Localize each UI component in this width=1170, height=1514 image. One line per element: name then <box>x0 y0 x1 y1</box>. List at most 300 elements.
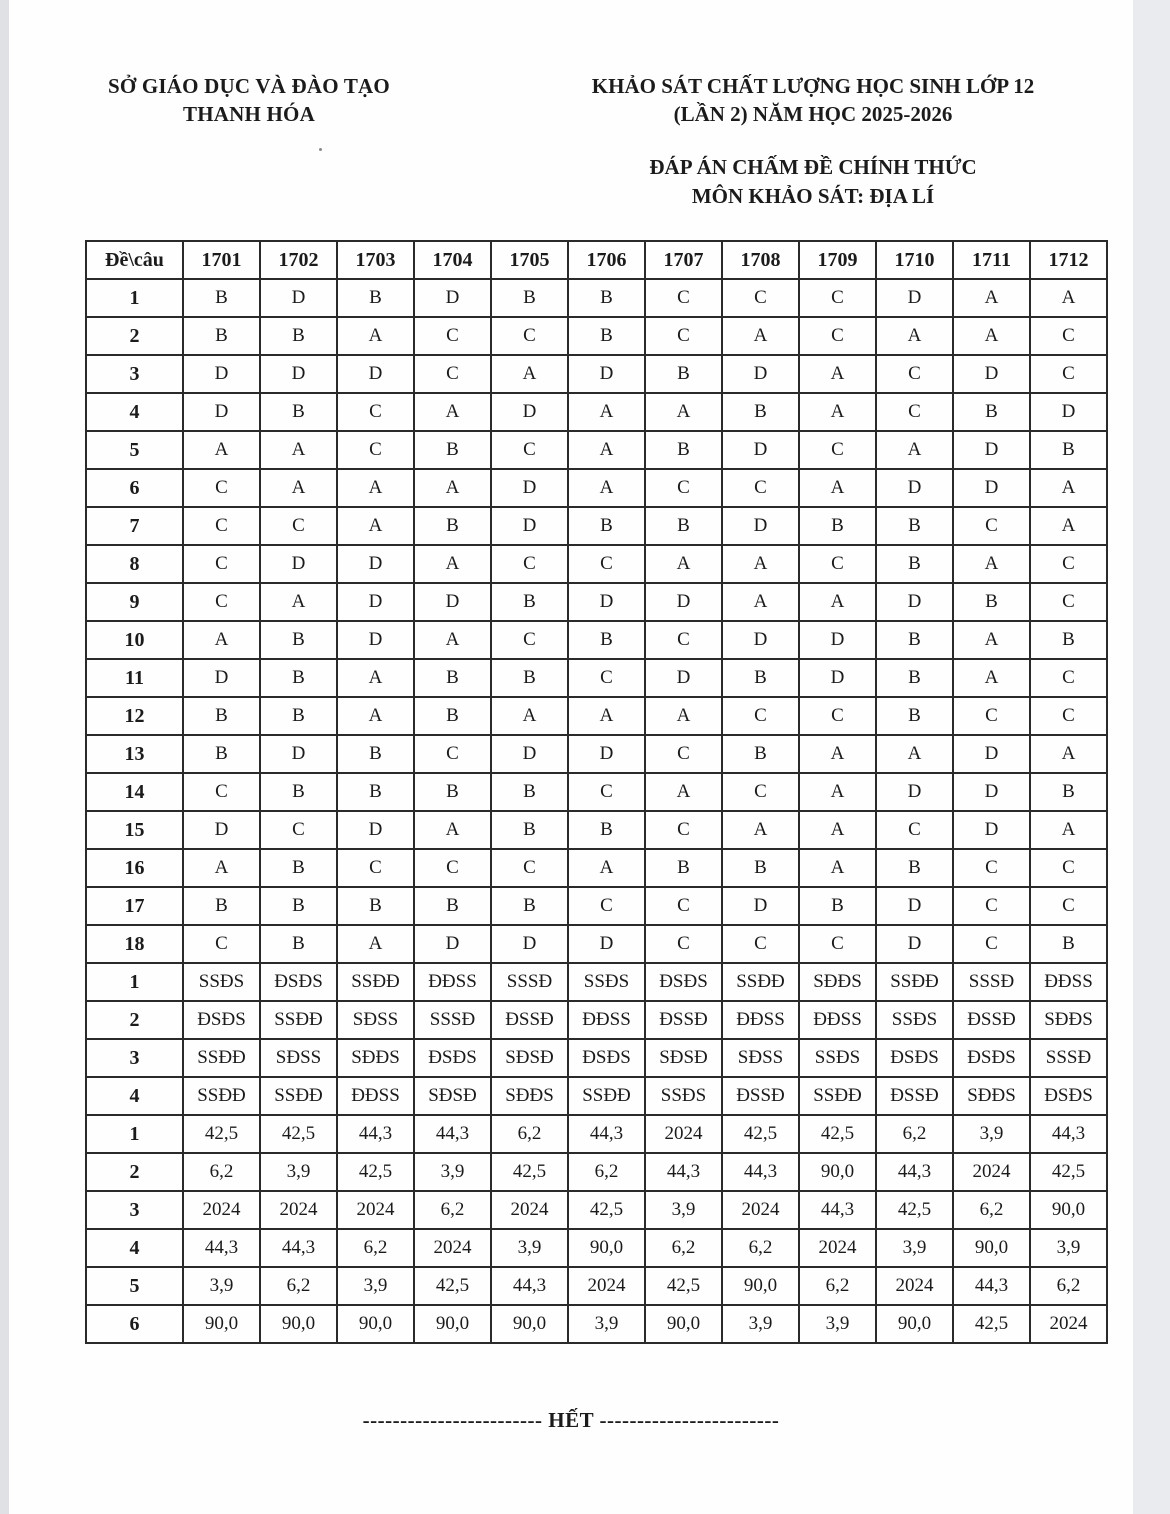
table-row-multiple-choice <box>86 469 1107 507</box>
answer-cell: B <box>260 773 337 811</box>
answer-cell: B <box>183 317 260 355</box>
answer-cell: A <box>645 773 722 811</box>
answer-cell: A <box>645 393 722 431</box>
table-row-true-false <box>86 1039 1107 1077</box>
answer-cell: B <box>260 925 337 963</box>
answer-cell: C <box>183 583 260 621</box>
answer-cell: D <box>568 925 645 963</box>
answer-cell: SSĐĐ <box>260 1077 337 1115</box>
org-name-line2: THANH HÓA <box>183 102 315 127</box>
answer-cell: A <box>953 545 1030 583</box>
answer-cell: B <box>260 659 337 697</box>
answer-cell: SSSĐ <box>953 963 1030 1001</box>
answer-cell: 44,3 <box>183 1229 260 1267</box>
answer-cell: C <box>645 279 722 317</box>
answer-cell: 44,3 <box>876 1153 953 1191</box>
answer-cell: A <box>1030 735 1107 773</box>
answer-cell: B <box>722 659 799 697</box>
answer-cell: A <box>414 469 491 507</box>
answer-cell: D <box>876 925 953 963</box>
question-number: 17 <box>86 887 183 925</box>
answer-cell: ĐSĐS <box>645 963 722 1001</box>
answer-cell: C <box>953 697 1030 735</box>
answer-cell: A <box>568 697 645 735</box>
answer-cell: 3,9 <box>1030 1229 1107 1267</box>
answer-cell: 42,5 <box>876 1191 953 1229</box>
exam-code-header: 1706 <box>568 241 645 279</box>
answer-cell: A <box>799 849 876 887</box>
answer-cell: A <box>568 431 645 469</box>
answer-cell: 6,2 <box>876 1115 953 1153</box>
answer-cell: B <box>491 583 568 621</box>
answer-cell: C <box>491 317 568 355</box>
answer-cell: B <box>414 431 491 469</box>
question-number: 7 <box>86 507 183 545</box>
answer-cell: A <box>260 583 337 621</box>
answer-cell: 90,0 <box>183 1305 260 1343</box>
answer-cell: B <box>876 507 953 545</box>
answer-cell: 90,0 <box>1030 1191 1107 1229</box>
answer-cell: C <box>645 317 722 355</box>
answer-cell: D <box>953 469 1030 507</box>
answer-cell: C <box>953 925 1030 963</box>
answer-cell: B <box>414 697 491 735</box>
answer-cell: SSĐĐ <box>876 963 953 1001</box>
answer-cell: A <box>183 431 260 469</box>
answer-cell: 90,0 <box>491 1305 568 1343</box>
answer-cell: A <box>1030 811 1107 849</box>
answer-cell: 6,2 <box>183 1153 260 1191</box>
answer-cell: B <box>414 887 491 925</box>
answer-cell: 90,0 <box>876 1305 953 1343</box>
exam-code-header: 1712 <box>1030 241 1107 279</box>
answer-cell: C <box>799 697 876 735</box>
answer-cell: D <box>337 621 414 659</box>
answer-cell: 42,5 <box>645 1267 722 1305</box>
answer-cell: A <box>799 773 876 811</box>
answer-cell: A <box>876 735 953 773</box>
answer-cell: ĐĐSS <box>337 1077 414 1115</box>
answer-cell: 2024 <box>183 1191 260 1229</box>
question-number: 16 <box>86 849 183 887</box>
answer-cell: C <box>260 507 337 545</box>
answer-cell: C <box>799 925 876 963</box>
answer-cell: C <box>953 887 1030 925</box>
answer-cell: A <box>183 849 260 887</box>
answer-cell: B <box>491 279 568 317</box>
answer-cell: B <box>491 659 568 697</box>
answer-cell: A <box>722 545 799 583</box>
answer-cell: C <box>953 849 1030 887</box>
answer-cell: A <box>1030 507 1107 545</box>
answer-cell: 90,0 <box>722 1267 799 1305</box>
answer-cell: D <box>491 469 568 507</box>
answer-cell: D <box>491 393 568 431</box>
answer-cell: D <box>876 279 953 317</box>
answer-cell: ĐSĐS <box>260 963 337 1001</box>
answer-cell: D <box>337 811 414 849</box>
answer-cell: ĐĐSS <box>799 1001 876 1039</box>
answer-cell: D <box>337 355 414 393</box>
answer-cell: 90,0 <box>953 1229 1030 1267</box>
answer-cell: ĐSSĐ <box>645 1001 722 1039</box>
scan-edge-right <box>1132 0 1170 1514</box>
answer-cell: C <box>414 317 491 355</box>
answer-cell: 3,9 <box>491 1229 568 1267</box>
question-number: 1 <box>86 279 183 317</box>
answer-cell: SSĐĐ <box>183 1039 260 1077</box>
answer-cell: B <box>953 583 1030 621</box>
exam-code-header: 1704 <box>414 241 491 279</box>
answer-cell: A <box>876 431 953 469</box>
answer-cell: D <box>953 431 1030 469</box>
answer-cell: C <box>722 697 799 735</box>
answer-cell: 6,2 <box>337 1229 414 1267</box>
answer-cell: B <box>491 773 568 811</box>
answer-cell: D <box>260 279 337 317</box>
answer-cell: 42,5 <box>183 1115 260 1153</box>
answer-cell: D <box>722 431 799 469</box>
table-row-multiple-choice <box>86 697 1107 735</box>
issuing-org <box>79 72 419 211</box>
answer-cell: D <box>645 659 722 697</box>
answer-cell: B <box>183 279 260 317</box>
table-row-multiple-choice <box>86 279 1107 317</box>
answer-cell: C <box>1030 317 1107 355</box>
answer-cell: 2024 <box>491 1191 568 1229</box>
answer-cell: A <box>337 925 414 963</box>
question-number: 11 <box>86 659 183 697</box>
answer-cell: B <box>1030 431 1107 469</box>
answer-cell: 3,9 <box>799 1305 876 1343</box>
table-row-multiple-choice <box>86 317 1107 355</box>
answer-cell: D <box>183 811 260 849</box>
answer-cell: A <box>568 469 645 507</box>
answer-cell: A <box>645 697 722 735</box>
answer-cell: B <box>722 849 799 887</box>
answer-cell: C <box>1030 545 1107 583</box>
answer-cell: D <box>1030 393 1107 431</box>
answer-table <box>85 240 1108 1344</box>
answer-cell: SĐĐS <box>953 1077 1030 1115</box>
question-number: 6 <box>86 1305 183 1343</box>
document-header <box>9 0 1133 211</box>
answer-cell: D <box>337 545 414 583</box>
answer-cell: C <box>645 925 722 963</box>
scan-edge-left <box>0 0 9 1514</box>
answer-cell: C <box>183 507 260 545</box>
answer-cell: B <box>568 279 645 317</box>
answer-cell: B <box>645 849 722 887</box>
answer-cell: A <box>799 583 876 621</box>
answer-cell: A <box>260 431 337 469</box>
answer-cell: A <box>645 545 722 583</box>
answer-cell: 42,5 <box>1030 1153 1107 1191</box>
scan-artifact-dot <box>319 148 322 151</box>
table-header-row <box>86 241 1107 279</box>
answer-cell: ĐSĐS <box>414 1039 491 1077</box>
question-number: 15 <box>86 811 183 849</box>
answer-cell: B <box>876 849 953 887</box>
answer-cell: B <box>1030 773 1107 811</box>
table-row-multiple-choice <box>86 659 1107 697</box>
answer-cell: A <box>799 393 876 431</box>
answer-cell: SSĐĐ <box>183 1077 260 1115</box>
answer-cell: ĐSSĐ <box>722 1077 799 1115</box>
answer-cell: D <box>491 735 568 773</box>
answer-cell: 2024 <box>337 1191 414 1229</box>
answer-cell: SSĐĐ <box>722 963 799 1001</box>
answer-cell: 3,9 <box>260 1153 337 1191</box>
answer-cell: 2024 <box>260 1191 337 1229</box>
exam-code-header: 1710 <box>876 241 953 279</box>
answer-cell: C <box>337 849 414 887</box>
answer-cell: A <box>1030 469 1107 507</box>
answer-cell: 44,3 <box>414 1115 491 1153</box>
answer-cell: B <box>1030 925 1107 963</box>
table-row-short-answer <box>86 1229 1107 1267</box>
table-row-multiple-choice <box>86 507 1107 545</box>
answer-cell: D <box>260 355 337 393</box>
answer-cell: C <box>722 469 799 507</box>
answer-cell: SĐSĐ <box>491 1039 568 1077</box>
answer-cell: D <box>876 887 953 925</box>
answer-cell: SSĐS <box>645 1077 722 1115</box>
table-row-multiple-choice <box>86 849 1107 887</box>
answer-cell: A <box>568 393 645 431</box>
answer-cell: D <box>953 355 1030 393</box>
answer-cell: B <box>568 317 645 355</box>
answer-cell: A <box>337 469 414 507</box>
answer-cell: SSSĐ <box>1030 1039 1107 1077</box>
answer-cell: 2024 <box>568 1267 645 1305</box>
answer-cell: C <box>953 507 1030 545</box>
answer-cell: B <box>337 773 414 811</box>
answer-cell: B <box>645 431 722 469</box>
table-row-true-false <box>86 963 1107 1001</box>
answer-cell: D <box>491 925 568 963</box>
answer-cell: C <box>645 811 722 849</box>
answer-cell: 44,3 <box>953 1267 1030 1305</box>
answer-cell: D <box>722 621 799 659</box>
answer-cell: ĐSĐS <box>1030 1077 1107 1115</box>
answer-cell: 3,9 <box>876 1229 953 1267</box>
answer-cell: B <box>876 659 953 697</box>
answer-cell: A <box>799 469 876 507</box>
answer-cell: A <box>260 469 337 507</box>
answer-cell: D <box>568 583 645 621</box>
answer-cell: 3,9 <box>183 1267 260 1305</box>
answer-cell: A <box>722 583 799 621</box>
answer-cell: D <box>183 355 260 393</box>
subtitle-line1: ĐÁP ÁN CHẤM ĐỀ CHÍNH THỨC <box>649 154 977 179</box>
answer-cell: SSĐĐ <box>799 1077 876 1115</box>
answer-cell: B <box>414 659 491 697</box>
answer-cell: 90,0 <box>568 1229 645 1267</box>
answer-cell: 90,0 <box>260 1305 337 1343</box>
subtitle-line2: MÔN KHẢO SÁT: ĐỊA LÍ <box>691 184 935 209</box>
answer-cell: SSSĐ <box>414 1001 491 1039</box>
answer-cell: B <box>260 887 337 925</box>
answer-cell: B <box>260 393 337 431</box>
answer-cell: D <box>876 773 953 811</box>
question-number: 2 <box>86 1001 183 1039</box>
answer-cell: C <box>568 773 645 811</box>
answer-cell: A <box>337 507 414 545</box>
answer-cell: B <box>260 317 337 355</box>
answer-cell: C <box>645 621 722 659</box>
answer-cell: 6,2 <box>645 1229 722 1267</box>
answer-cell: C <box>645 735 722 773</box>
answer-cell: SSĐS <box>799 1039 876 1077</box>
answer-cell: C <box>799 545 876 583</box>
answer-cell: B <box>953 393 1030 431</box>
answer-cell: A <box>876 317 953 355</box>
answer-cell: B <box>260 849 337 887</box>
answer-cell: ĐĐSS <box>1030 963 1107 1001</box>
exam-code-header: 1708 <box>722 241 799 279</box>
table-row-true-false <box>86 1001 1107 1039</box>
answer-cell: A <box>491 697 568 735</box>
answer-cell: 44,3 <box>491 1267 568 1305</box>
answer-cell: ĐSĐS <box>953 1039 1030 1077</box>
answer-cell: 42,5 <box>337 1153 414 1191</box>
question-number: 1 <box>86 1115 183 1153</box>
answer-cell: D <box>953 773 1030 811</box>
answer-cell: C <box>491 621 568 659</box>
answer-cell: 90,0 <box>645 1305 722 1343</box>
answer-cell: C <box>414 355 491 393</box>
question-number: 14 <box>86 773 183 811</box>
answer-cell: 6,2 <box>260 1267 337 1305</box>
answer-cell: 90,0 <box>414 1305 491 1343</box>
answer-cell: SSSĐ <box>491 963 568 1001</box>
table-row-multiple-choice <box>86 773 1107 811</box>
exam-code-header: 1703 <box>337 241 414 279</box>
question-number: 5 <box>86 1267 183 1305</box>
question-number: 1 <box>86 963 183 1001</box>
answer-cell: 2024 <box>645 1115 722 1153</box>
answer-cell: B <box>183 887 260 925</box>
answer-cell: 44,3 <box>260 1229 337 1267</box>
answer-cell: C <box>491 545 568 583</box>
answer-cell: 42,5 <box>953 1305 1030 1343</box>
answer-cell: 42,5 <box>260 1115 337 1153</box>
answer-cell: D <box>491 507 568 545</box>
table-row-multiple-choice <box>86 431 1107 469</box>
answer-cell: A <box>953 279 1030 317</box>
answer-cell: C <box>183 469 260 507</box>
answer-cell: B <box>260 621 337 659</box>
answer-cell: C <box>260 811 337 849</box>
answer-cell: 44,3 <box>568 1115 645 1153</box>
answer-cell: SSĐĐ <box>337 963 414 1001</box>
answer-cell: 6,2 <box>568 1153 645 1191</box>
answer-cell: B <box>876 621 953 659</box>
answer-cell: C <box>414 849 491 887</box>
answer-cell: B <box>414 507 491 545</box>
answer-cell: A <box>491 355 568 393</box>
answer-cell: 3,9 <box>414 1153 491 1191</box>
answer-cell: SĐSĐ <box>645 1039 722 1077</box>
answer-cell: SSĐĐ <box>568 1077 645 1115</box>
question-number: 18 <box>86 925 183 963</box>
answer-cell: B <box>799 507 876 545</box>
answer-cell: D <box>876 469 953 507</box>
exam-code-header: 1705 <box>491 241 568 279</box>
org-name-line1: SỞ GIÁO DỤC VÀ ĐÀO TẠO <box>108 74 390 98</box>
answer-cell: A <box>568 849 645 887</box>
answer-cell: 44,3 <box>645 1153 722 1191</box>
answer-cell: C <box>337 431 414 469</box>
table-row-multiple-choice <box>86 583 1107 621</box>
answer-cell: A <box>953 659 1030 697</box>
answer-cell: D <box>183 393 260 431</box>
answer-cell: C <box>568 887 645 925</box>
answer-cell: 6,2 <box>414 1191 491 1229</box>
table-row-true-false <box>86 1077 1107 1115</box>
answer-cell: 2024 <box>414 1229 491 1267</box>
answer-cell: 3,9 <box>953 1115 1030 1153</box>
answer-cell: A <box>722 811 799 849</box>
answer-cell: 3,9 <box>722 1305 799 1343</box>
answer-cell: D <box>722 355 799 393</box>
answer-cell: 3,9 <box>568 1305 645 1343</box>
answer-cell: A <box>183 621 260 659</box>
answer-cell: D <box>953 811 1030 849</box>
answer-cell: B <box>876 697 953 735</box>
table-row-multiple-choice <box>86 811 1107 849</box>
answer-cell: B <box>645 355 722 393</box>
answer-cell: B <box>722 735 799 773</box>
answer-cell: C <box>1030 887 1107 925</box>
question-number: 9 <box>86 583 183 621</box>
answer-cell: ĐSĐS <box>183 1001 260 1039</box>
answer-table-body <box>86 241 1107 1343</box>
answer-cell: D <box>568 355 645 393</box>
answer-cell: SSĐS <box>568 963 645 1001</box>
answer-cell: 2024 <box>953 1153 1030 1191</box>
table-row-short-answer <box>86 1191 1107 1229</box>
question-number: 3 <box>86 355 183 393</box>
answer-cell: 42,5 <box>568 1191 645 1229</box>
answer-cell: A <box>953 317 1030 355</box>
answer-cell: B <box>183 697 260 735</box>
exam-code-header: 1702 <box>260 241 337 279</box>
answer-cell: A <box>337 659 414 697</box>
exam-title-line1: KHẢO SÁT CHẤT LƯỢNG HỌC SINH LỚP 12 <box>591 74 1035 98</box>
answer-cell: ĐSĐS <box>568 1039 645 1077</box>
answer-cell: B <box>260 697 337 735</box>
answer-key-subtitle <box>533 153 1093 212</box>
answer-cell: D <box>568 735 645 773</box>
answer-cell: SĐSS <box>337 1001 414 1039</box>
answer-cell: C <box>722 925 799 963</box>
answer-cell: D <box>953 735 1030 773</box>
question-number: 6 <box>86 469 183 507</box>
answer-cell: C <box>645 887 722 925</box>
question-number: 8 <box>86 545 183 583</box>
question-number: 3 <box>86 1191 183 1229</box>
answer-cell: B <box>491 811 568 849</box>
answer-cell: 3,9 <box>337 1267 414 1305</box>
answer-cell: SĐĐS <box>799 963 876 1001</box>
answer-cell: SĐĐS <box>337 1039 414 1077</box>
answer-cell: B <box>722 393 799 431</box>
answer-cell: A <box>722 317 799 355</box>
answer-cell: C <box>722 773 799 811</box>
answer-cell: B <box>876 545 953 583</box>
